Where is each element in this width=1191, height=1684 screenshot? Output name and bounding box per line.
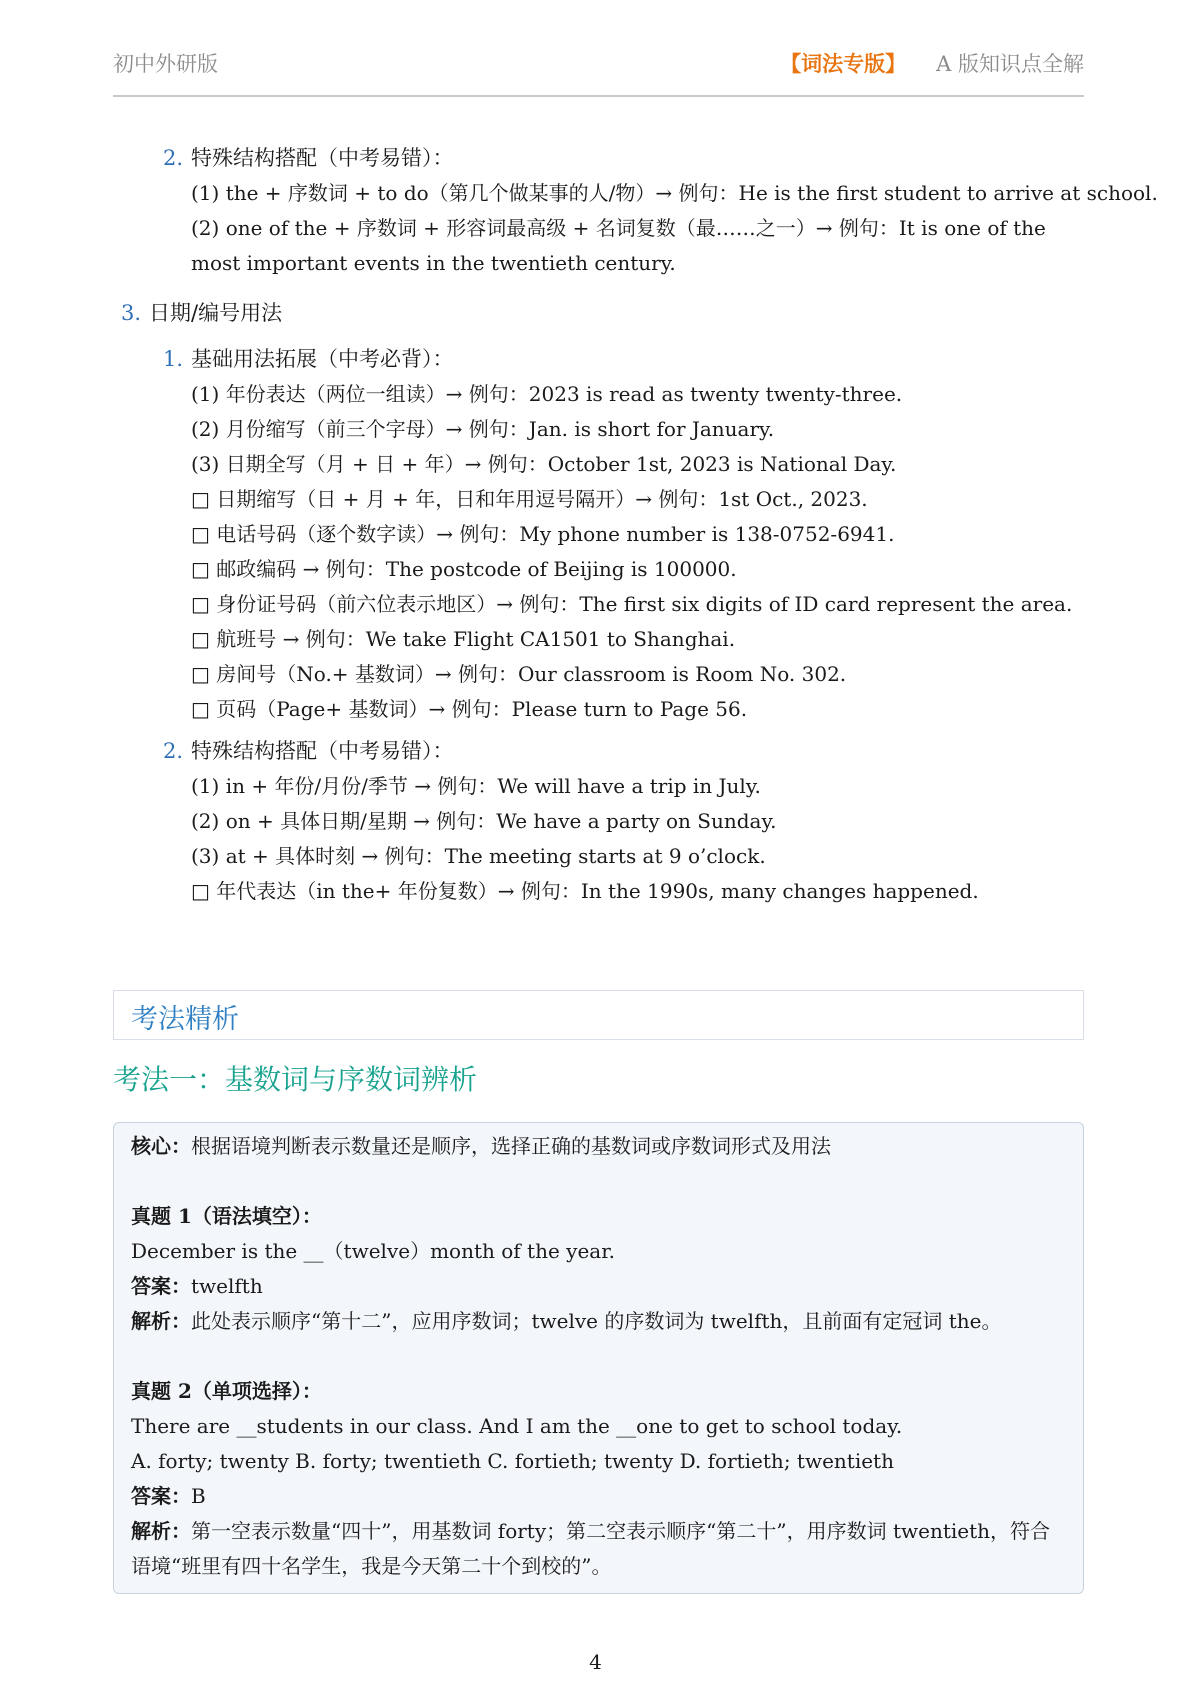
subheading-number: 2. (163, 739, 184, 763)
list-item: (1) the + 序数词 + to do（第几个做某事的人/物）→ 例句：He is the first student to arrive at school. (191, 181, 1158, 205)
analysis-label: 解析： (131, 1309, 191, 1333)
header-subtitle: A 版知识点全解 (936, 52, 1084, 76)
answer-value: B (191, 1484, 206, 1508)
list-item: (3) 日期全写（月 + 日 + 年）→ 例句：October 1st, 2023 is National Day. (191, 452, 897, 476)
list-item: □ 电话号码（逐个数字读）→ 例句：My phone number is 138-0752-6941. (191, 522, 895, 546)
question-1-title: 真题 1（语法填空）： (131, 1204, 322, 1228)
answer-value: twelfth (191, 1274, 263, 1298)
list-item: (1) 年份表达（两位一组读）→ 例句：2023 is read as twenty twenty-three. (191, 382, 903, 406)
header-right (780, 48, 1084, 78)
list-item: (3) at + 具体时刻 → 例句：The meeting starts at 9 o’clock. (191, 844, 766, 868)
list-item: □ 页码（Page+ 基数词）→ 例句：Please turn to Page 56. (191, 697, 748, 721)
question-2-options: A. forty; twenty B. forty; twentieth C. fortieth; twenty D. fortieth; twentieth (131, 1449, 894, 1473)
exam-example-box (113, 1122, 1084, 1594)
list-item: (2) 月份缩写（前三个字母）→ 例句：Jan. is short for January. (191, 417, 775, 441)
question-2-analysis (131, 1514, 1069, 1584)
main-content (113, 140, 1158, 909)
header-book-title: 初中外研版 (113, 52, 218, 76)
list-item: □ 航班号 → 例句：We take Flight CA1501 to Shanghai. (191, 627, 736, 651)
section-heading-date-numbers (121, 295, 1084, 331)
list-item: □ 身份证号码（前六位表示地区）→ 例句：The first six digits of ID card represent the area. (191, 592, 1073, 616)
question-1-answer (131, 1269, 1069, 1304)
subheading-text: 特殊结构搭配（中考易错）： (191, 739, 454, 763)
subheading-text: 基础用法拓展（中考必背）： (191, 347, 454, 371)
subheading-basic-usage (163, 341, 1084, 377)
question-2-answer (131, 1479, 1069, 1514)
section-banner (113, 990, 1084, 1040)
subheading-text: 特殊结构搭配（中考易错）： (191, 146, 454, 170)
analysis-text: 此处表示顺序“第十二”，应用序数词；twelve 的序数词为 twelfth，且前面有定冠词 the。 (191, 1309, 1002, 1333)
page-number: 4 (589, 1650, 602, 1674)
list-item: □ 邮政编码 → 例句：The postcode of Beijing is 100000. (191, 557, 737, 581)
topic-heading: 考法一：基数词与序数词辨析 (113, 1063, 478, 1096)
section-number: 3. (121, 301, 142, 325)
answer-label: 答案： (131, 1484, 191, 1508)
page-header (113, 40, 1084, 97)
analysis-label: 解析： (131, 1519, 191, 1543)
subheading-special-structures-2 (163, 733, 1084, 769)
question-1-analysis (131, 1304, 1069, 1339)
list-item: □ 房间号（No.+ 基数词）→ 例句：Our classroom is Room No. 302. (191, 662, 847, 686)
analysis-text: 第一空表示数量“四十”，用基数词 forty；第二空表示顺序“第二十”，用序数词 twentieth，符合语境“班里有四十名学生，我是今天第二十个到校的”。 (131, 1519, 1051, 1578)
core-line (131, 1129, 1069, 1164)
list-item: □ 日期缩写（日 + 月 + 年，日和年用逗号隔开）→ 例句：1st Oct., 2023. (191, 487, 868, 511)
list-item: (2) one of the + 序数词 + 形容词最高级 + 名词复数（最……之一）→ 例句：It is one of the most important events in the twentieth century. (191, 216, 1046, 275)
subheading-number: 2. (163, 146, 184, 170)
answer-label: 答案： (131, 1274, 191, 1298)
subheading-number: 1. (163, 347, 184, 371)
core-label: 核心： (131, 1134, 191, 1158)
section-title: 日期/编号用法 (149, 301, 283, 325)
question-2-text: There are __students in our class. And I am the __one to get to school today. (131, 1414, 903, 1438)
header-tag: 【词法专版】 (780, 52, 907, 76)
core-text: 根据语境判断表示数量还是顺序，选择正确的基数词或序数词形式及用法 (191, 1134, 831, 1158)
list-item: (2) on + 具体日期/星期 → 例句：We have a party on Sunday. (191, 809, 777, 833)
subheading-special-structures (163, 140, 1084, 176)
list-item: □ 年代表达（in the+ 年份复数）→ 例句：In the 1990s, many changes happened. (191, 879, 979, 903)
banner-title: 考法精析 (131, 1004, 239, 1035)
list-item: (1) in + 年份/月份/季节 → 例句：We will have a trip in July. (191, 774, 761, 798)
question-1-text: December is the __（twelve）month of the year. (131, 1239, 615, 1263)
question-2-title: 真题 2（单项选择）： (131, 1379, 322, 1403)
